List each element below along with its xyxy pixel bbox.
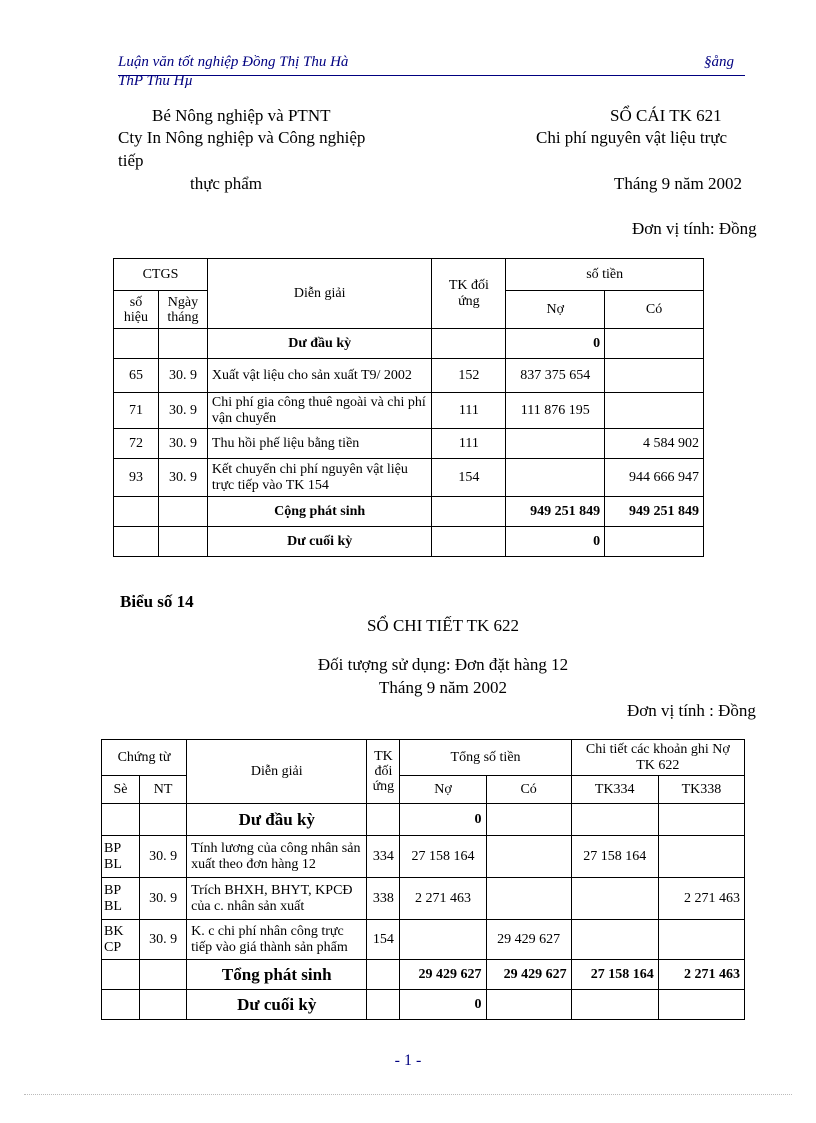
head-co: Có: [486, 776, 571, 804]
head-tong-so-tien: Tổng số tiền: [400, 740, 571, 776]
detail-unit: Đơn vị tính : Đồng: [627, 701, 756, 720]
header-right: §ång: [704, 54, 734, 70]
total-tk334: 27 158 164: [571, 960, 658, 990]
header-sub: ThP Thu Hµ: [118, 73, 194, 89]
detail-title: SỔ CHI TIẾT TK 622: [366, 616, 520, 635]
total-tk338: 2 271 463: [658, 960, 744, 990]
head-chung-tu: Chứng từ: [102, 740, 187, 776]
row-tk: 154: [367, 920, 400, 960]
opening-label: Dư đầu kỳ: [207, 329, 432, 359]
row-desc: K. c chi phí nhân công trực tiếp vào giá thành sản phẩm: [187, 920, 367, 960]
head-chi-tiet: Chi tiết các khoản ghi Nợ TK 622: [571, 740, 744, 776]
closing-label: Dư cuối kỳ: [187, 990, 367, 1020]
row-tk: 338: [367, 878, 400, 920]
table-row-closing: [114, 527, 704, 557]
row-tk338: [658, 920, 744, 960]
detail-table: [101, 739, 745, 1020]
row-desc: Chi phí gia công thuê ngoài và chi phí vận chuyển: [207, 393, 432, 429]
head-ngay-thang: Ngày tháng: [158, 291, 207, 329]
head-dien-giai: Diễn giải: [187, 740, 367, 804]
head-tk-doi-ung: TK đối ứng: [432, 259, 506, 329]
row-co: [605, 359, 704, 393]
total-label: Cộng phát sinh: [207, 497, 432, 527]
row-so: 93: [114, 459, 159, 497]
row-ngay: 30. 9: [158, 429, 207, 459]
total-no: 29 429 627: [400, 960, 486, 990]
row-tk338: [658, 836, 744, 878]
row-nt: 30. 9: [140, 878, 187, 920]
row-desc: Kết chuyển chi phí nguyên vật liệu trực tiếp vào TK 154: [207, 459, 432, 497]
ledger-period: Tháng 9 năm 2002: [614, 174, 742, 193]
row-tk334: 27 158 164: [571, 836, 658, 878]
page-number: - 1 -: [394, 1052, 422, 1069]
table-row: [102, 836, 745, 878]
row-ngay: 30. 9: [158, 393, 207, 429]
head-so-tien: số tiền: [506, 259, 704, 291]
header-rule: [118, 75, 745, 76]
total-label: Tổng phát sinh: [187, 960, 367, 990]
row-desc: Thu hồi phế liệu bằng tiền: [207, 429, 432, 459]
head-dien-giai: Diễn giải: [207, 259, 432, 329]
detail-object: Đối tượng sử dụng: Đơn đặt hàng 12: [317, 655, 569, 674]
opening-no: 0: [506, 329, 605, 359]
table-row-total: [114, 497, 704, 527]
org-ministry: Bé Nông nghiệp và PTNT: [152, 106, 331, 125]
table-row: [114, 359, 704, 393]
row-no: [506, 429, 605, 459]
table-row-opening: [102, 804, 745, 836]
detail-period: Tháng 9 năm 2002: [379, 678, 507, 697]
row-desc: Xuất vật liệu cho sản xuất T9/ 2002: [207, 359, 432, 393]
row-desc: Tính lương của công nhân sản xuất theo đơn hàng 12: [187, 836, 367, 878]
table-row-opening: [114, 329, 704, 359]
row-nt: 30. 9: [140, 836, 187, 878]
row-tk: 154: [432, 459, 506, 497]
ledger-title: SỔ CÁI TK 621: [610, 106, 722, 125]
org-company-line3: thực phẩm: [190, 174, 263, 193]
head-tk-doi-ung: TK đối ứng: [367, 740, 400, 804]
row-co: 944 666 947: [605, 459, 704, 497]
head-nt: NT: [140, 776, 187, 804]
table-row: [114, 459, 704, 497]
row-se: BP BL: [102, 878, 140, 920]
ledger-subtitle: Chi phí nguyên vật liệu trực: [536, 128, 727, 147]
table-row-total: [102, 960, 745, 990]
head-tk338: TK338: [658, 776, 744, 804]
row-se: BP BL: [102, 836, 140, 878]
row-so: 65: [114, 359, 159, 393]
row-no: [400, 920, 486, 960]
row-co: [605, 393, 704, 429]
table-row-closing: [102, 990, 745, 1020]
ledger-table: [113, 258, 704, 557]
row-se: BK CP: [102, 920, 140, 960]
row-ngay: 30. 9: [158, 459, 207, 497]
row-ngay: 30. 9: [158, 359, 207, 393]
head-ctgs: CTGS: [114, 259, 208, 291]
org-company-wrap: tiếp: [118, 151, 144, 170]
row-co: 4 584 902: [605, 429, 704, 459]
head-se: Sè: [102, 776, 140, 804]
row-tk334: [571, 920, 658, 960]
ledger-unit: Đơn vị tính: Đồng: [632, 219, 757, 238]
row-tk338: 2 271 463: [658, 878, 744, 920]
row-tk: 334: [367, 836, 400, 878]
page-bottom-rule: [24, 1094, 792, 1095]
table-row: [102, 920, 745, 960]
head-co: Có: [605, 291, 704, 329]
closing-no: 0: [506, 527, 605, 557]
closing-label: Dư cuối kỳ: [207, 527, 432, 557]
head-no: Nợ: [400, 776, 486, 804]
row-no: 837 375 654: [506, 359, 605, 393]
head-tk334: TK334: [571, 776, 658, 804]
total-co: 949 251 849: [605, 497, 704, 527]
table-row: [114, 393, 704, 429]
org-company: Cty In Nông nghiệp và Công nghiệp: [118, 128, 366, 147]
row-tk: 152: [432, 359, 506, 393]
row-no: 2 271 463: [400, 878, 486, 920]
row-no: 27 158 164: [400, 836, 486, 878]
row-nt: 30. 9: [140, 920, 187, 960]
row-tk: 111: [432, 429, 506, 459]
bieu-label: Biểu số 14: [120, 592, 194, 611]
header-left: Luận văn tốt nghiệp Đồng Thị Thu Hà: [118, 54, 349, 70]
head-so-hieu: số hiệu: [114, 291, 159, 329]
row-co: 29 429 627: [486, 920, 571, 960]
row-desc: Trích BHXH, BHYT, KPCĐ của c. nhân sản xuất: [187, 878, 367, 920]
head-no: Nợ: [506, 291, 605, 329]
opening-no: 0: [400, 804, 486, 836]
closing-no: 0: [400, 990, 486, 1020]
row-co: [486, 878, 571, 920]
row-tk334: [571, 878, 658, 920]
total-co: 29 429 627: [486, 960, 571, 990]
row-co: [486, 836, 571, 878]
row-so: 71: [114, 393, 159, 429]
row-no: 111 876 195: [506, 393, 605, 429]
opening-label: Dư đầu kỳ: [187, 804, 367, 836]
table-row: [102, 878, 745, 920]
total-no: 949 251 849: [506, 497, 605, 527]
row-tk: 111: [432, 393, 506, 429]
row-no: [506, 459, 605, 497]
row-so: 72: [114, 429, 159, 459]
table-row: [114, 429, 704, 459]
